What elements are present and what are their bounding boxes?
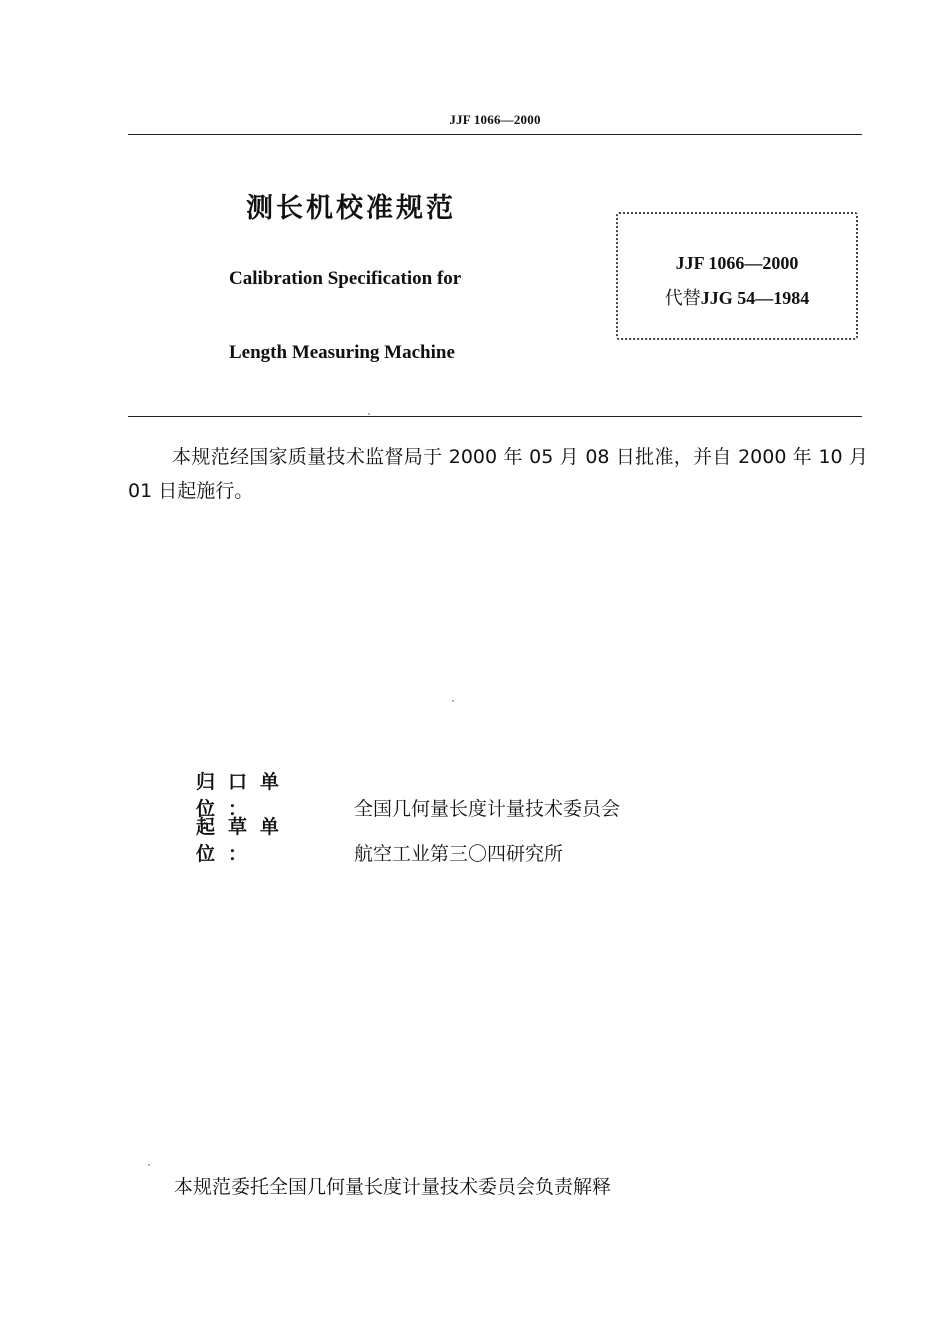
drafting-unit-row <box>196 812 563 866</box>
scan-speck <box>368 413 370 415</box>
header-code: JJF 1066—2000 <box>449 112 541 127</box>
drafting-unit-value: 航空工业第三〇四研究所 <box>354 843 564 865</box>
title-english-line2: Length Measuring Machine <box>229 342 455 363</box>
scan-speck <box>148 1164 150 1166</box>
responsible-unit-label: 归口单位： <box>196 771 293 820</box>
code-box-code: JJF 1066—2000 <box>675 253 799 273</box>
drafting-unit-label: 起草单位： <box>196 816 293 865</box>
scan-speck <box>452 700 454 702</box>
interpretation-note: 本规范委托全国几何量长度计量技术委员会负责解释 <box>174 1176 612 1198</box>
approval-paragraph: 本规范经国家质量技术监督局于 2000 年 05 月 08 日批准，并自 2000 年 10 月 01 日起施行。 <box>128 446 868 502</box>
responsible-unit-value: 全国几何量长度计量技术委员会 <box>354 798 621 820</box>
replace-prefix: 代替 <box>664 288 701 309</box>
title-chinese: 测长机校准规范 <box>246 193 456 224</box>
title-english-line1: Calibration Specification for <box>229 268 462 289</box>
header-rule <box>128 134 862 135</box>
code-box-border <box>616 212 858 340</box>
title-rule <box>128 416 862 417</box>
code-box-replace <box>616 284 858 310</box>
replace-code: JJG 54—1984 <box>700 288 810 308</box>
